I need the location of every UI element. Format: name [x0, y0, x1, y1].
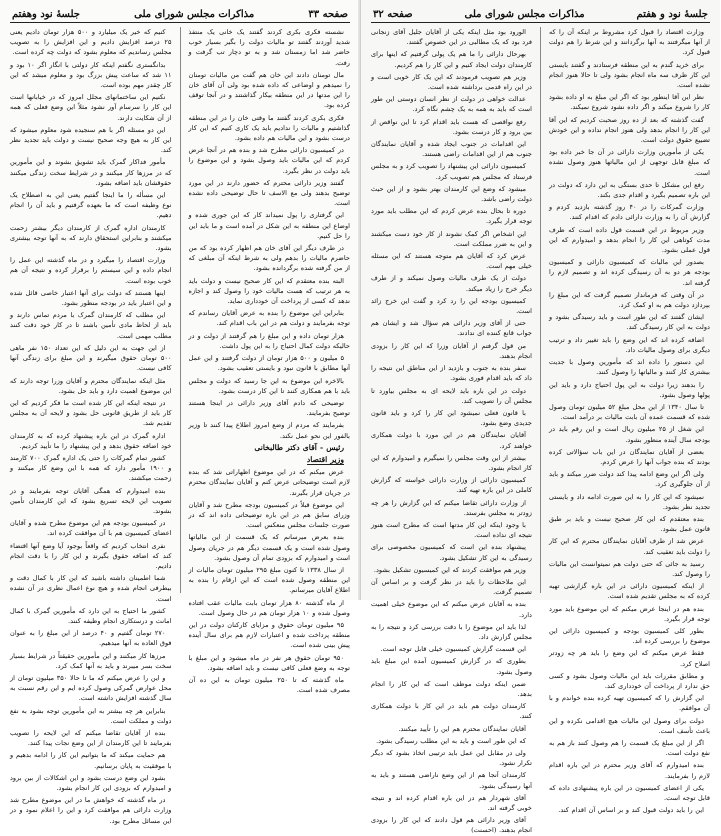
text-column-right [188, 27, 351, 695]
speaker-line: رئیس - آقای دکتر طالبخانی [254, 442, 344, 452]
paragraph: دولت از یک طرف مالیات وصول نمیکند و از طرف دیگر خرج را زیاد میکند. [371, 274, 532, 293]
paragraph: وزیر هم موافقت کردند که این کمیسیون تشکیل بشود. [373, 565, 526, 574]
page-number: صفحه ۳۳ [308, 8, 348, 20]
paragraph: اینها هستند که دولت برای آنها اعتبار خاصی قائل شده و این اعتبار باید در بودجه منظور بشود. [10, 288, 172, 308]
paragraph: این اقدامات در جنوب ایجاد شده و آقایان نمایندگان جنوب هم از این اقدامات راضی هستند. [371, 140, 532, 159]
paragraph: کشور ما احتیاج به این دارد که مأمورین گمرک با کمال امانت و درستکاری انجام وظیفه کنند. [10, 606, 172, 625]
paragraph: این مطلب که کارمندان گمرک با مردم تماس دارند و باید از لحاظ مادی تأمین باشند تا در کار خود دقت کنند مطلب مهمی است. [10, 311, 172, 340]
paragraph: بیشتر از این وقت مجلس را نمیگیرم و امیدوارم که این کار انجام بشود. [371, 453, 532, 472]
paragraph: در ماه گذشته که خواهش ما در این موضوع مطرح شد وزارت دارائی هم موافقت کرد و این را اعلام نمود و در این مسائل مطرح بود. [10, 796, 172, 825]
paragraph: کارمندان اداره گمرک از کارمندان دیگر بیشتر زحمت میکشند و بنابراین استحقاق دارند که به آنها توجه بیشتری بشود. [10, 223, 172, 253]
paragraph: ۹۵۰ تومان حقوق هر نفر در ماه میشود و این مبلغ با توجه به وضع فعلی کافی نیست و باید اضافه بشود. [188, 653, 350, 672]
paragraph: از ماه گذشته ۸۰ هزار تومان بابت مالیات عقب افتاده وصول شده و ۱۰ هزار تومان هم در حال وصول است. [188, 598, 350, 617]
paragraph: بهرحال دارائی را ما هم یک پولی گرفتیم که اینها برای کارمندان دولت ایجاد کنیم و این کار را هم کردیم. [371, 50, 532, 69]
paragraph: این ملاحظات را باید در نظر گرفت و بر اساس آن تصمیم گرفت. [371, 577, 532, 597]
paragraph: با وجود اینکه این کار مدتها است که مطرح است هنوز نتیجه ای نداده است. [371, 520, 532, 540]
paragraph: از وزارت دارائی تقاضا میکنم که این گزارش را هر چه زودتر به مجلس بفرستد. [371, 498, 532, 517]
paragraph: فکری بکری کردند گفتند ما وقتی خان را در این منطقه گذاشتیم و مالیات را ندادیم باید یک کاری کنیم که این کار درست بشود و این مالیات هم داده بشود. [188, 113, 350, 143]
paragraph: بنده از آقایان تقاضا میکنم که این لایحه را تصویب بفرمایند تا این کارمندان از این وضع نجات پیدا کنند. [10, 729, 172, 748]
paragraph: بدانگستری نگفتم اینکه کار دولتی با انگار اگر ۱۰ بود و ۱۱ شد که ساعت پیش بزرگ بود و معلوم میشد که این کار چقدر مهم بوده است. [10, 60, 172, 90]
column-rule [540, 27, 541, 593]
paragraph: برای خرید گندم به این منطقه فرستادند و گفتند بایستی این کار ظرف سه ماه انجام بشود ولی تا حالا هنوز انجام نشده است. [549, 60, 710, 90]
paragraph: بنده امیدوارم که آقای وزیر محترم در این باره اقدام لازم را بفرمایند. [549, 761, 710, 780]
paragraph: عرض شد از طرف آقایان نمایندگان محترم که این کار را دولت باید تعقیب کند. [549, 537, 710, 556]
paragraph: رفع این مشکل تا حدی بستگی به این دارد که دولت در این باره تصمیم بگیرد و اقدام جدی بکند. [549, 180, 710, 200]
paragraph: وزیر هم تصویب فرمودند که این یک کار خوبی است و در این راه قدمی برداشته شده است. [371, 72, 532, 92]
paragraph: عدالت خواهی در دولت از نظر انسان دوستی این طور است که باید به همه به یک چشم نگاه کرد. [371, 95, 532, 114]
paragraph: مأمور فداکار گمرک باید تشویق بشوند و این مأمورین که در مرزها کار میکنند و در شرایط سخت زندگی میکنند حقوقشان باید اضافه بشود. [10, 158, 172, 187]
paragraph: نفری انتخاب کردیم که واقعاً بوجود آیا وضع آنها اقتضاء کند که اضافه حقوق بگیرند و این کار را با دقت انجام دادیم. [10, 541, 172, 570]
paragraph: اداره گمرک در این باره پیشنهاد کرده که به کارمندان خود اضافه حقوق بدهد و این پیشنهاد را ما تأیید کردیم. [10, 431, 172, 450]
paragraph: دولت برای وصول این مالیات هیچ اقدامی نکرده و این باعث تأسف است. [549, 716, 710, 735]
paragraph: ۹۵ میلیون تومان حقوق و مزایای کارکنان دولت در این منطقه پرداخت شده و اعتبارات لازم هم برای سال آینده پیش بینی شده است. [188, 620, 350, 650]
paragraph: دولت در این باره باید لایحه ای به مجلس بیاورد تا مجلس آن را تصویب کند. [371, 386, 532, 405]
paragraph: میشود که وضع این کارمندان بهتر بشود و از این حیث دولت راضی باشد. [371, 184, 532, 204]
paragraph: بفرمایند که مردم از وضع امروز اطلاع پیدا کنند تا وزیر بالفور این نحو عمل نکند. [188, 421, 350, 440]
paragraph: در آن وقتی که فرماندار تصمیم گرفت که این مبلغ را بپردازد دولت هم به او کمک کرد. [549, 290, 710, 310]
paragraph: ولی در مقابل این عمل باید ترتیبی اتخاذ بشود که دیگر تکرار نشود. [371, 749, 532, 768]
paragraph: من قول گرفتم از آقایان وزرا که این کار را بزودی انجام بدهند. [371, 341, 532, 360]
paragraph: در کمیسیون دارائی مطرح شد و بنده هم در آنجا عرض کردم که این مالیات باید وصول بشود و این موضوع را باید دولت در نظر بگیرد. [188, 146, 350, 175]
paragraph: بنابراین هر چه بیشتر به این مأمورین توجه بشود به نفع دولت و مملکت است. [10, 706, 172, 725]
paragraph: نشسته فکری بکری کردند گفتند یک خانی یک منتفذ شدید آوردند گفتند تو مالیات دولت را بگیر بسیار خوب حاضر شد اما زمستان شد و به تو دچار تب گرفت و رفت. [188, 28, 350, 67]
paragraph: و این را عرض میکنم که ما تا حالا ۳۵۰ میلیون تومان از محل عوارض گمرکی وصول کرده ایم و این رقم نسبت به سال گذشته افزایش داشته است. [10, 673, 172, 703]
paragraph: نظر این آقا اینطور بود که اگر این مبلغ به او داده بشود کار را شروع میکند و اگر داده نشود شروع نمیکند. [549, 93, 710, 112]
paragraph: بشود این وضع درست بشود و این اشکالات از بین برود و امیدوارم که بزودی این کار انجام بشود. [10, 773, 172, 793]
paragraph: یکی از اعضای کمیسیون در این باره پیشنهادی داده که قابل توجه است. [549, 783, 710, 803]
column-rule [180, 27, 181, 593]
paragraph: مال تومنان دادند این خان هم گفت من مالیات تومنان را نمیدهم و اوضاعی که داده شده بود ولی آن آقای خان را این مدتها در این منطقه بیکار گذاشتند و در آنجا توقف کرده بود. [188, 70, 350, 110]
paragraph: آقای شهردار هم در این باره اقدام کرده اند و نتیجه خوبی گرفته اند. [371, 793, 532, 813]
paragraph: گفتند وزیر دارائی محترم که حضور دارند در این مورد توضیح بدهند ولی مع الاسف تا حال توضیحی داده نشده است. [188, 178, 350, 208]
paragraph: در کمیسیون بودجه هم این موضوع مطرح شده و آقایان اعضای کمیسیون هم با آن موافقت کرده اند. [10, 519, 172, 538]
paragraph: وزارت اقتصاد را قبول کرد مشروط بر اینکه آن را که از آنها میگرفتند به آنها برگردانند و این شرط را هم دولت قبول کرد. [549, 28, 710, 57]
session-title: جلسهٔ نود وهفتم [12, 8, 80, 20]
paragraph: این گزارش را که کمیسیون تهیه کرده بنده خواندم و با آن موافقم. [549, 694, 710, 713]
running-title: مذاکرات مجلس شورای ملی [134, 8, 255, 20]
paragraph: نمیشود که این کار را به این صورت ادامه داد و بایستی تجدید نظر بشود. [549, 492, 710, 511]
paragraph: را بدهند زیرا دولت به این پول احتیاج دارد و باید این پولها وصول بشود. [549, 380, 710, 399]
paragraph: اگر از این مبلغ یک قسمت را هم وصول کنند باز هم به نفع دولت است. [549, 739, 710, 758]
paragraph: کارمندان آنجا هم از این وضع ناراضی هستند و باید به آنها رسیدگی بشود. [371, 771, 532, 790]
paragraph: آقایان نمایندگان محترم هم این را تأیید میکنند. [398, 724, 526, 733]
paragraph: ولی اگر این وضع ادامه پیدا کند دولت ضرر میکند و باید از آن جلوگیری کرد. [549, 470, 710, 489]
paragraph: نکنیم این ساختمانهای مجلل امروز که در خیابانها است این کار را سرسام آور نشود مثلاً این وضع فعلی که همه از آن شکایت دارند. [10, 93, 172, 122]
paragraph: در نتیجه اینکه این کار شده است ما فکر کردیم که این کار باید از طریق قانونی حل بشود و لایحه آن به مجلس تقدیم شد. [10, 398, 172, 428]
text-column-left [371, 27, 532, 835]
paragraph: بنده امیدوارم که همگی آقایان توجه بفرمایند و در تصویب این لایحه تسریع بشود که این کارمندان تأمین بشوند. [10, 486, 172, 515]
paragraph: بنده معتقدم که این کار صحیح نیست و باید بر طبق قانون عمل بشود. [549, 514, 710, 534]
paragraph: وزارت اقتصاد را میگیرد و در ماه گذشته این عمل را انجام داده و این سیستم را برقرار کرده و نتیجه آن هم خوب بوده است. [10, 256, 172, 285]
speaker-heading [189, 455, 351, 465]
paragraph: کارمندان دولت هم باید در این کار با دولت همکاری کنند. [371, 702, 532, 721]
paragraph: لذا باید این موضوع را با دقت بررسی کرد و نتیجه را به مجلس گزارش داد. [371, 622, 532, 641]
paragraph: کمیسیون دارائی از وزارت دارائی خواسته که گزارش کاملی در این باره تهیه کند. [371, 476, 532, 495]
paragraph: بطوری که در گزارش کمیسیون آمده این مبلغ باید وصول بشود. [371, 657, 532, 676]
paragraph: کنیم که خیر یک میلیارد و ۵۰۰ هزار تومان دادیم یعنی ۲۵ درصد افزایش دادیم و این افزایش را به تصویب مجلس رساندیم که معلوم بشود که دولت چه کرده است. [10, 28, 172, 57]
paragraph: مرزها کار میکنند و این مأمورین حقیقتاً در شرایط بسیار سخت بسر میبرند و باید به آنها کمک کرد. [10, 651, 172, 670]
paragraph: البته بنده معتقدم که این کار صحیح نیست و دولت باید به هر ترتیب که هست مالیات خود را وصول کند و اجازه ندهد که کسی از پرداخت آن خودداری نماید. [188, 276, 350, 306]
paragraph: کمیسیون دارائی این پیشنهاد را تصویب کرد و به مجلس فرستاد که مجلس هم تصویب کرد. [371, 162, 532, 181]
page-header [371, 6, 710, 23]
paragraph: از این جهت به این دلیل که این تعداد ۱۵۰ نفر ماهی ۵۰۰ تومان حقوق میگیرند و این مبلغ برای زندگی آنها کافی نیست. [10, 343, 172, 373]
paragraph: کمیسیون بودجه این را رد کرد و گفت این خرج زائد است. [371, 296, 532, 316]
paragraph: یکی از مأمورین وزارت دارائی در آن جا خبر داده بود که مبلغ قابل توجهی از این مالیاتها هنوز وصول نشده است. [549, 148, 710, 177]
paragraph: کشور تمام گمرکات را حتی یک اداره گمرک ۷۰۰ کارمند و ۱۹۰۰ مأمور دارد که همه با این وضع کار میکنند و زحمت میکشند. [10, 453, 172, 483]
paragraph: توضیحی که دادم آقای وزیر دارائی در اینجا هستند توضیح بفرمایند. [188, 398, 350, 418]
paragraph: هم حمایت میکند که ما بتوانیم این کار را ادامه بدهیم و با موفقیت به پایان برسانیم. [10, 751, 172, 770]
paragraph: که این طور است و باید به این مطلب رسیدگی بشود. [376, 736, 526, 745]
speaker-title: وزیر اقتصاد [306, 454, 344, 464]
paragraph: رسید به جائی که حتی دولت هم نمیتوانست این مالیات را وصول کند. [549, 559, 710, 578]
paragraph: این شغل از ۲۵ میلیون ریال است و این رقم باید در بودجه سال آینده منظور بشود. [549, 425, 710, 444]
paragraph: این گرفتاری را پول نمیداند کار که این جوری شده و اوضاع این منطقه به این شکل در آمده است و ما باید این را حل کنیم. [188, 211, 350, 240]
paragraph: بطور کلی کمیسیون بودجه و کمیسیون دارائی این موضوع را بررسی کرده اند. [549, 626, 710, 646]
paragraph: پیشنهاد بنده این است که کمیسیون مخصوصی برای رسیدگی به این کار تشکیل بشود. [371, 543, 532, 562]
page-number: صفحه ۳۲ [373, 8, 413, 20]
paragraph: ایشان گفتند که این طور است و باید رسیدگی بشود و دولت به این کار رسیدگی کند. [549, 313, 710, 332]
paragraph: هزار تومان داده و این مبلغ را هم گرفتند از دولت و در حالیکه دولت کمال احتیاج را به این پول داشت. [188, 331, 350, 350]
paragraph: بعضی از آقایان نمایندگان در این باب سؤالاتی کرده بودند که بنده جواب آنها را عرض کردم. [549, 447, 710, 466]
paragraph: رفع نواقصی که هست باید اقدام کرد تا این نواقص از بین برود و کار درست بشود. [371, 117, 532, 136]
paragraph: شما اطمینان داشته باشید که این کار با کمال دقت و بیطرفی انجام شده و هیچ نوع اعمال نظری در آن نشده است. [10, 574, 172, 603]
text-column-left [10, 27, 172, 825]
paragraph: بنده به آقایان عرض میکنم که این موضوع خیلی اهمیت دارد. [371, 600, 532, 619]
paragraph: عرض کرد که آقایان هم متوجه هستند که این مسئله خیلی مهم است. [371, 252, 532, 271]
running-title: مذاکرات مجلس شورای ملی [464, 8, 585, 20]
paragraph: حتی از آقای وزیر دارائی هم سؤال شد و ایشان هم جواب قانع کننده ای ندادند. [371, 319, 532, 338]
paragraph: الورود بود مثل اینکه یکی از آقایان جلیل آقای زنجانی فرد بود که یک مطالبی در این خصوص گفتند. [371, 28, 532, 47]
paragraph: این اشخاص اگر کمک نشوند از کار خود دست میکشند و این به ضرر مملکت است. [371, 229, 532, 248]
paragraph: بنده هم در اینجا عرض میکنم که این موضوع باید مورد توجه قرار بگیرد. [549, 604, 710, 623]
paragraph: ضمن اینکه دولت موظف است که این کار را انجام بدهد. [371, 679, 532, 698]
paragraph: اضافه کرده اند که این وضع را باید تغییر داد و ترتیب دیگری برای وصول مالیات داد. [549, 335, 710, 354]
text-column-right [549, 27, 710, 815]
paragraph: از سال ۱۳۳۸ تا کنون مبلغ ۲۹۵ میلیون تومان مالیات از این منطقه وصول شده است که این ارقام را بنده به اطلاع آقایان میرسانم. [188, 565, 350, 595]
paragraph: آقای وزیر دارائی هم قول دادند که این کار را بزودی انجام بدهند. (احسنت) [371, 816, 532, 835]
paragraph: این را باید دولت قبول کند و بر اساس آن اقدام کند. [558, 806, 704, 815]
paragraph: بنابراین این موضوع را بنده به عرض آقایان رساندم که توجه بفرمایند و دولت هم در این باب اقدام کند. [188, 309, 350, 328]
paragraph: این قسمت گزارش کمیسیون خیلی قابل توجه است. [380, 645, 526, 654]
paragraph: سفر بنده به جنوب و بازدید از این مناطق این نتیجه را داد که باید اقدام فوری بشود. [371, 364, 532, 383]
page-header [10, 6, 350, 23]
text-columns [371, 27, 710, 835]
paragraph: وزارت گمرکات را در ۴۰ روز گذشته بازدید کردم و گزارش آن را به وزارت دارائی دادم که اقدام کنند. [549, 203, 710, 222]
paragraph: این مسأله را ما اینجا گفتیم یعنی این به اصطلاح یک نوع وظیفه است که ما بعهده گرفتیم و باید آن را انجام دهیم. [10, 191, 172, 220]
paragraph: با قانون فعلی نمیشود این کار را کرد و باید قانون جدیدی وضع بشود. [371, 408, 532, 428]
paragraph: بالاخره این موضوع به این جا رسید که دولت و مجلس باید با هم همکاری کنند تا این کار درست بشود. [188, 376, 350, 395]
paragraph: فقط عرض میکنم که این وضع را باید هر چه زودتر اصلاح کرد. [549, 649, 710, 668]
paragraph: بنده بعرض میرسانم که یک قسمت از این مالیاتها وصول شده است و یک قسمت دیگر هم در جریان وصول است و امیدوارم که بزودی تمام آن وصول بشود. [188, 533, 350, 562]
page-33 [0, 0, 360, 825]
paragraph: ماه گذشته که تا ۲۵۰ میلیون تومان به این ده آن مصرف شده است. [188, 675, 350, 695]
page-32 [360, 0, 720, 835]
paragraph: مثل اینکه نمایندگان محترم و آقایان وزرا توجه دارند که این موضوع اهمیت دارد و باید حل بشود. [10, 376, 172, 395]
paragraph: بصدور این مالیات که کمیسیون دارائی و کمیسیون بودجه هر دو به آن رسیدگی کرده اند و تصمیم لازم را گرفته اند. [549, 258, 710, 287]
paragraph: عرض میکنم که در این موضوع اظهاراتی شد که بنده لازم است توضیحاتی عرض کنم و آقایان نمایندگان محترم در جریان قرار بگیرند. [188, 468, 350, 497]
paragraph: گفت گذشته که بعد از ده روز صحبت کردیم که این آقا این کار را انجام بدهد ولی هنوز انجام نداده و این خودش تضییع حقوق دولت است. [549, 115, 710, 145]
paragraph: این دو مسئله اگر با هم سنجیده شود معلوم میشود که این کار به هیچ وجه صحیح نیست و دولت باید تجدید نظر کند. [10, 125, 172, 155]
paragraph: دوره تا بحال بنده عرض کردم که این مطلب باید مورد توجه قرار بگیرد. [371, 207, 532, 226]
paragraph: آقایان نمایندگان هم در این مورد با دولت همکاری خواهند کرد. [371, 431, 532, 450]
paragraph: ۵ میلیون و ۵۰۰ هزار تومان از دولت گرفتند و این عمل آنها مطابق با قانون نبود و بایستی تعقیب بشود. [188, 354, 350, 373]
paragraph: از اینکه کمیسیون دارائی در این باره گزارشی تهیه کرده که به مجلس تقدیم شده است. [549, 582, 710, 601]
text-columns [10, 27, 350, 825]
session-title: جلسهٔ نود و هفتم [636, 8, 708, 20]
paragraph: این موضوع قبلاً در کمیسیون بودجه مطرح شد و آقایان وزرای سابق هم در این باره توضیحاتی داده اند که در صورت جلسات مجلس منعکس است. [188, 500, 350, 530]
paragraph: این دستور را داده اند که مأمورین وصول با جدیت بیشتری کار کنند و مالیاتها را وصول کنند. [549, 358, 710, 377]
paragraph: ۲۷۰ تومان گفتیم و ۴۰ درصد از این مبلغ را به عنوان فوق العاده به آنها میدهیم. [10, 629, 172, 648]
paragraph: در طرف دیگر این آقای خان هم اظهار کرده بود که من حاضرم مالیات را بدهم ولی به شرط اینکه آن مبلغی که از من گرفته شده برگردانده بشود. [188, 244, 350, 273]
paragraph: و مطابق مقررات باید این مالیات وصول بشود و کسی حق ندارد از پرداخت آن خودداری کند. [549, 671, 710, 690]
paragraph: وزیر مربوط در این قسمت قول داده است که ظرف مدت کوتاهی این کار را انجام بدهد و امیدوارم که این قول عملی بشود. [549, 225, 710, 255]
paragraph: تا سال ۱۳۴۰ از این محل مبلغ ۵۲ میلیون تومان وصول شده که قسمت عمده آن بابت مالیات بر درآمد است. [549, 402, 710, 422]
